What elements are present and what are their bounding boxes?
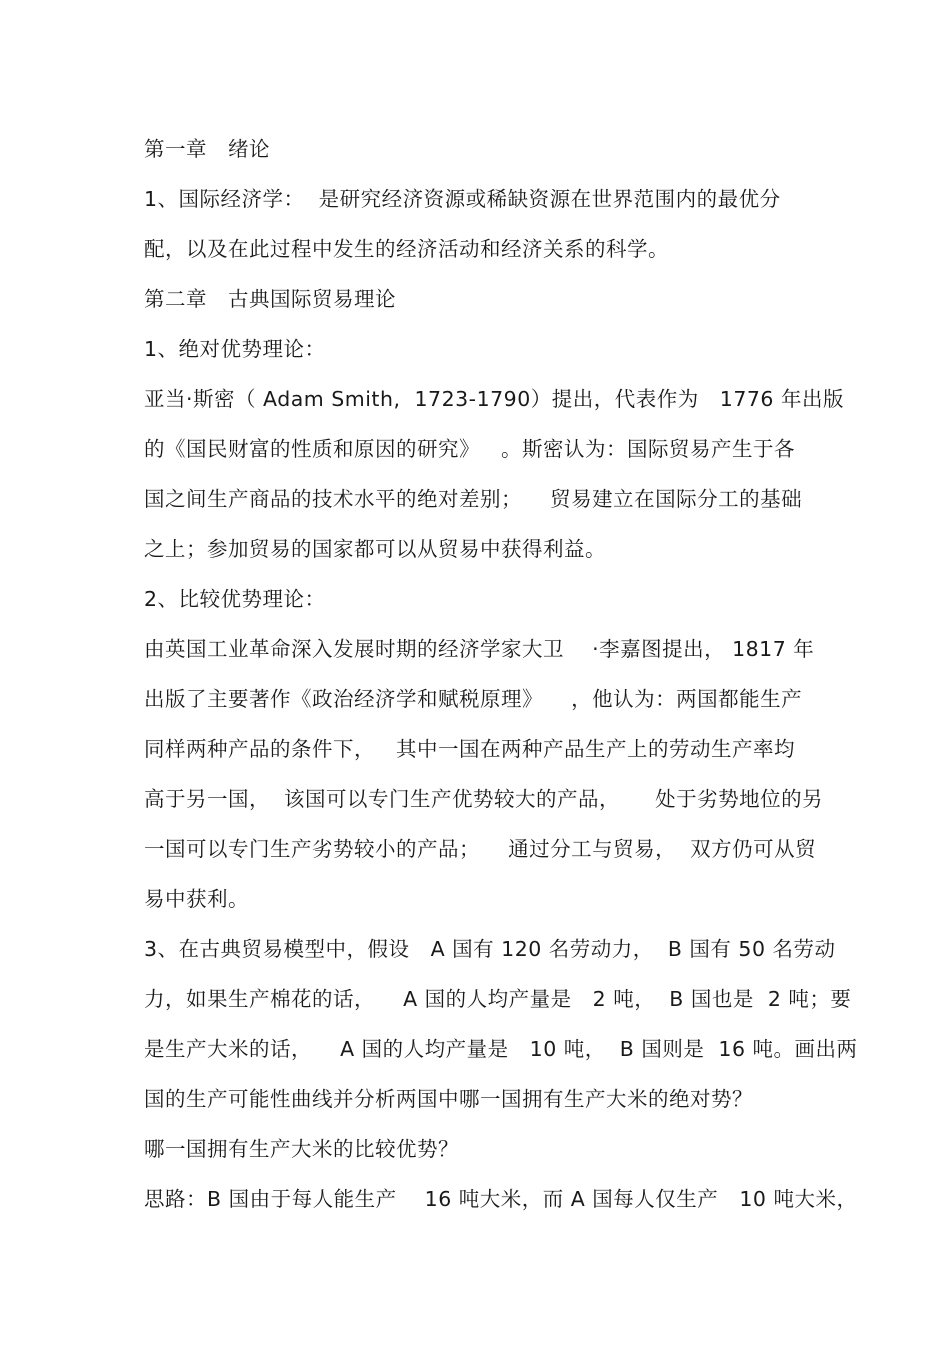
document-body	[144, 124, 858, 1224]
text-line: 国之间生产商品的技术水平的绝对差别； 贸易建立在国际分工的基础	[144, 487, 803, 511]
text-line: 一国可以专门生产劣势较小的产品； 通过分工与贸易， 双方仍可从贸	[144, 837, 817, 861]
text-line: 力，如果生产棉花的话， A 国的人均产量是 2 吨， B 国也是 2 吨；要	[144, 987, 852, 1011]
text-line: 思路：B 国由于每人能生产 16 吨大米，而 A 国每人仅生产 10 吨大米，	[144, 1187, 858, 1211]
text-line: 亚当·斯密（ Adam Smith, 1723-1790）提出，代表作为 1776 年出版	[144, 387, 844, 411]
text-line: 的《国民财富的性质和原因的研究》 。斯密认为：国际贸易产生于各	[144, 437, 796, 461]
section-heading: 2、比较优势理论：	[144, 587, 326, 611]
text-line: 易中获利。	[144, 887, 249, 911]
chapter-1-heading: 第一章 绪论	[144, 137, 271, 161]
text-line: 配，以及在此过程中发生的经济活动和经济关系的科学。	[144, 237, 669, 261]
text-line: 同样两种产品的条件下， 其中一国在两种产品生产上的劳动生产率均	[144, 737, 796, 761]
text-line: 是生产大米的话， A 国的人均产量是 10 吨， B 国则是 16 吨。画出两	[144, 1037, 858, 1061]
text-line: 国的生产可能性曲线并分析两国中哪一国拥有生产大米的绝对势？	[144, 1087, 753, 1111]
text-line: 高于另一国， 该国可以专门生产优势较大的产品， 处于劣势地位的另	[144, 787, 824, 811]
text-line: 出版了主要著作《政治经济学和赋税原理》 ，他认为：两国都能生产	[144, 687, 803, 711]
text-line: 由英国工业革命深入发展时期的经济学家大卫 ·李嘉图提出， 1817 年	[144, 637, 815, 661]
section-heading: 1、绝对优势理论：	[144, 337, 326, 361]
text-line: 之上；参加贸易的国家都可以从贸易中获得利益。	[144, 537, 606, 561]
text-line: 1、国际经济学： 是研究经济资源或稀缺资源在世界范围内的最优分	[144, 187, 781, 211]
text-line: 3、在古典贸易模型中，假设 A 国有 120 名劳动力， B 国有 50 名劳动	[144, 937, 836, 961]
text-line: 哪一国拥有生产大米的比较优势？	[144, 1137, 459, 1161]
chapter-2-heading: 第二章 古典国际贸易理论	[144, 287, 397, 311]
